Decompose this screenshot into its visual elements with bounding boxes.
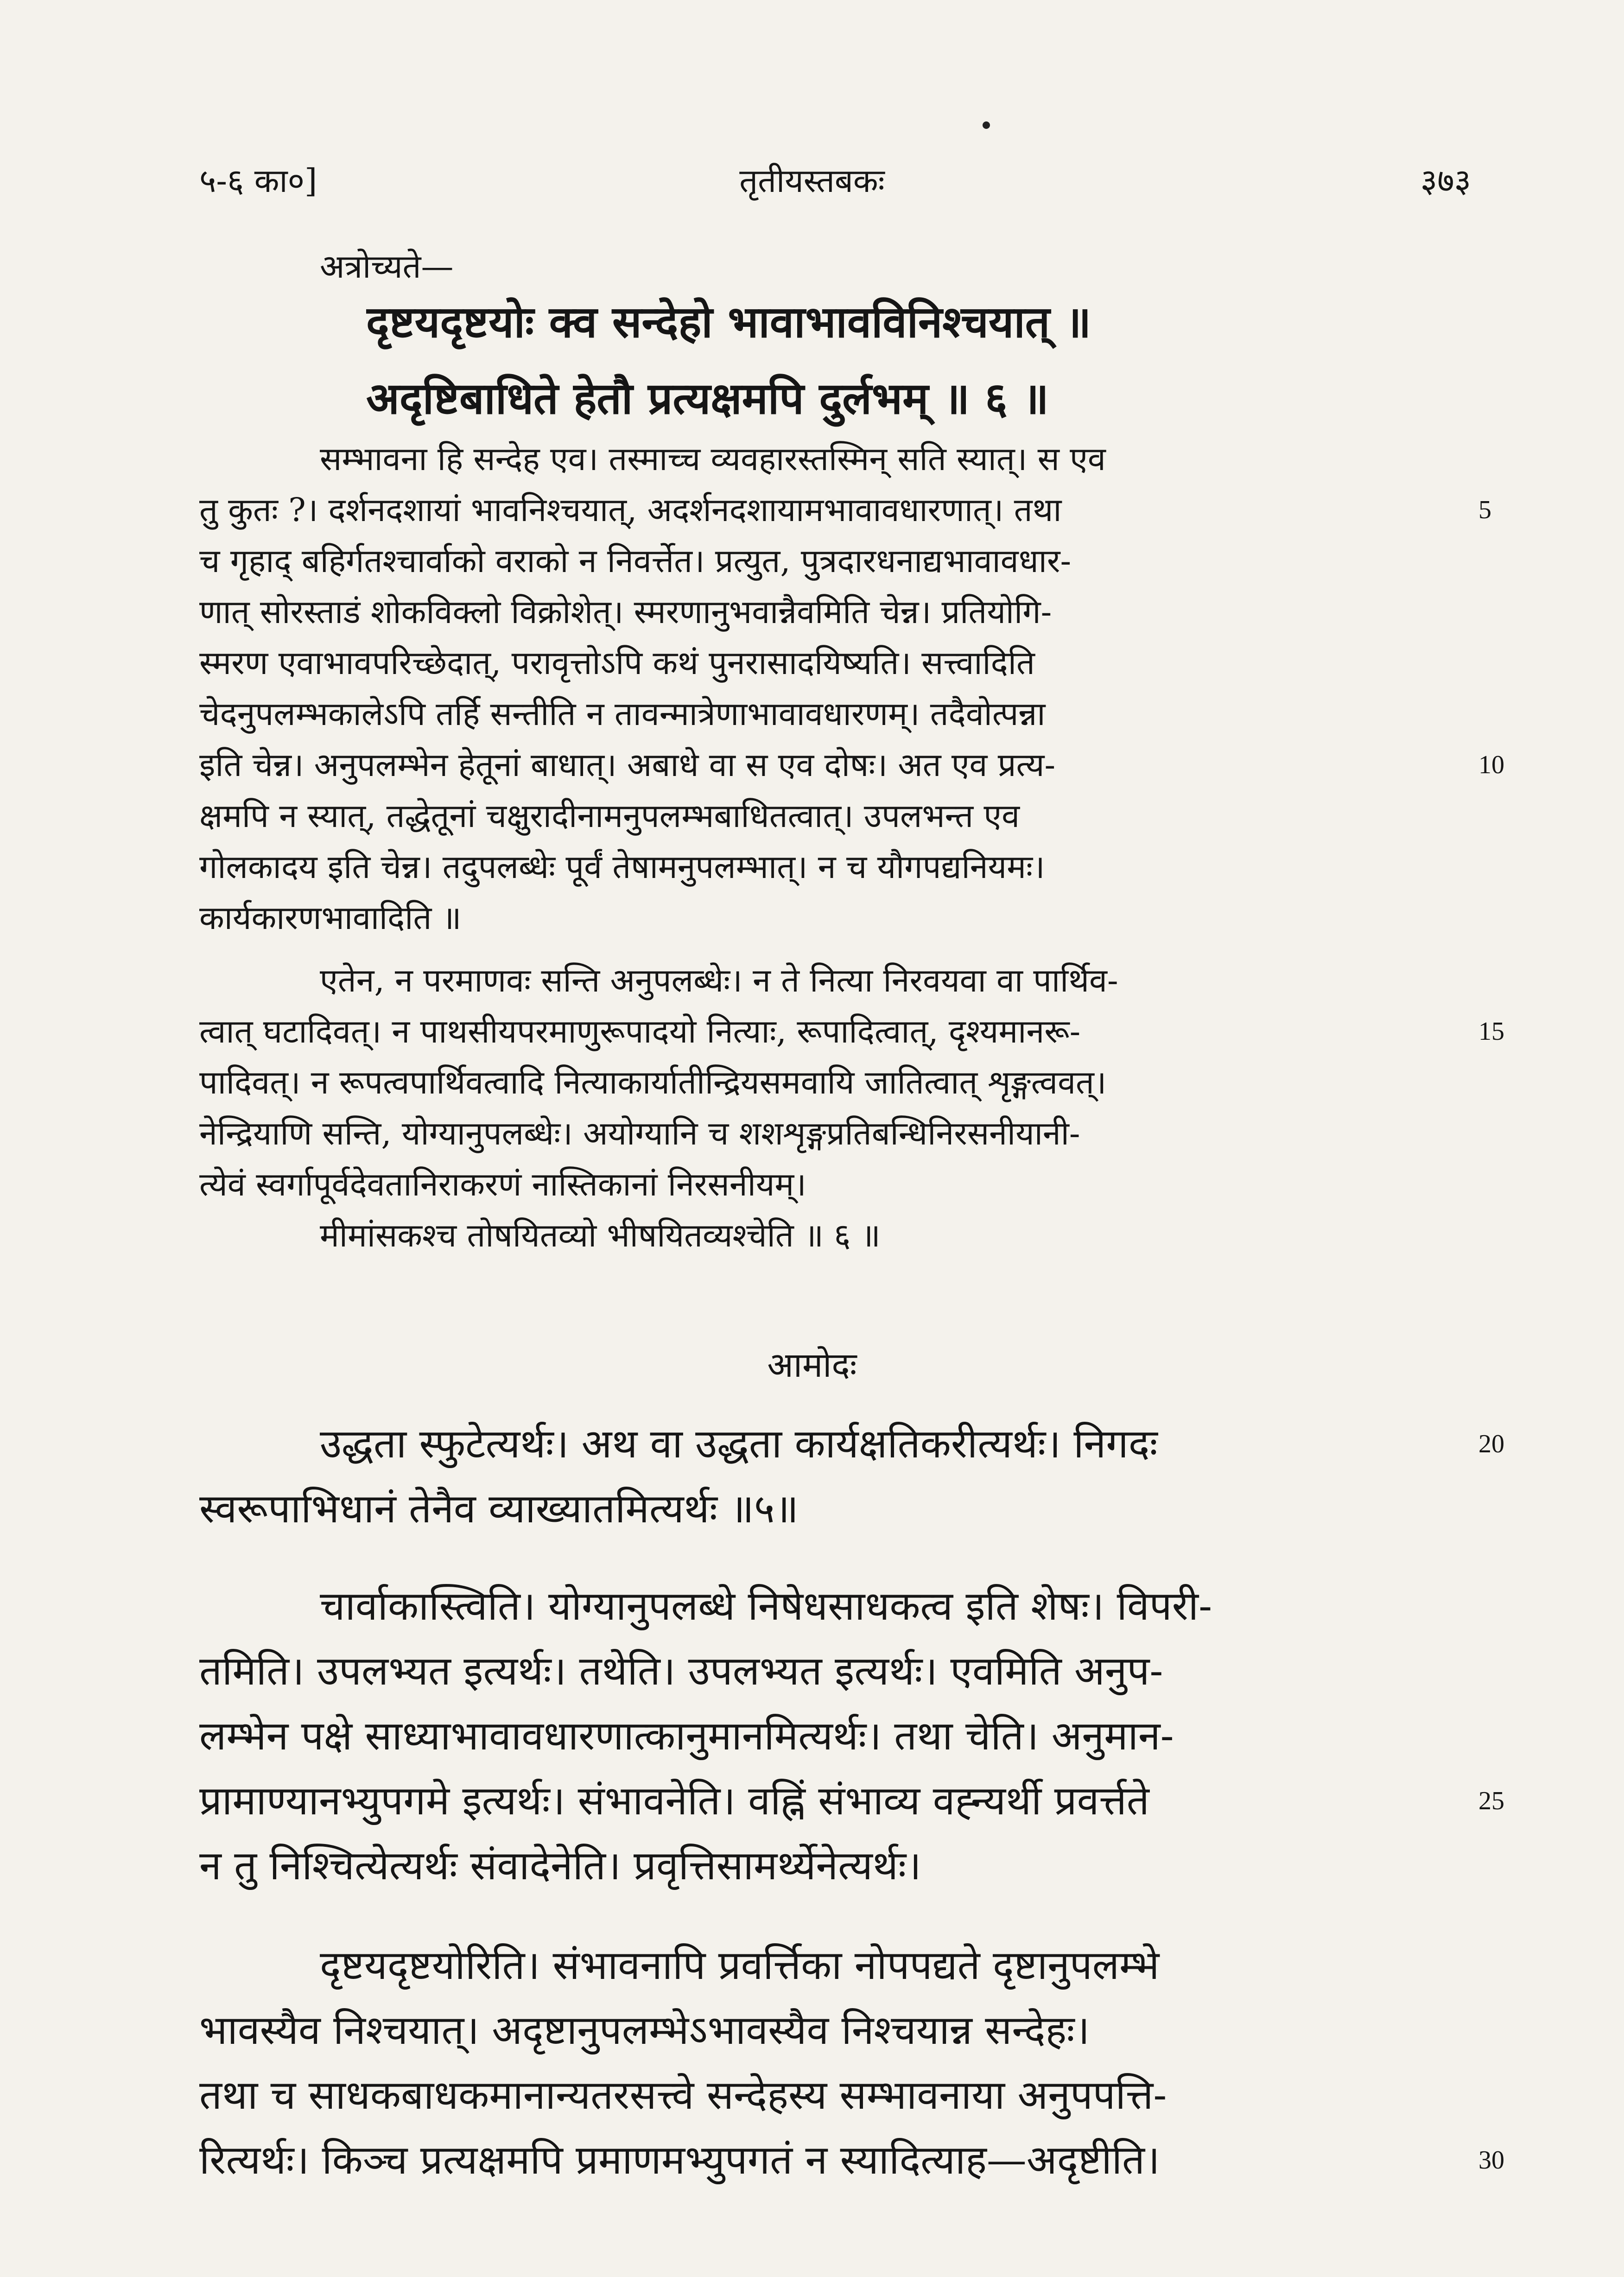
- text-line: चेदनुपलम्भकालेऽपि तर्हि सन्तीति न तावन्मात्रेणाभावावधारणम्। तदैवोत्पन्ना: [199, 695, 1046, 733]
- line-number: 10: [1478, 751, 1504, 779]
- verse-line-2: अदृष्टिबाधिते हेतौ प्रत्यक्षमपि दुर्लभम् ॥ ६ ॥: [366, 373, 1049, 424]
- header-chapter-title: तृतीयस्तबकः: [739, 162, 885, 200]
- verse-intro: अत्रोच्यते—: [320, 248, 454, 286]
- header-section-ref: ५-६ का०]: [199, 162, 317, 200]
- commentary-line: न तु निश्चित्येत्यर्थः संवादेनेति। प्रवृत्तिसामर्थ्येनेत्यर्थः।: [199, 1843, 921, 1889]
- text-line: गोलकादय इति चेन्न। तदुपलब्धेः पूर्वं तेषामनुपलम्भात्। न च यौगपद्यनियमः।: [199, 848, 1045, 886]
- line-number: 5: [1478, 496, 1491, 524]
- verse-line-1: दृष्टयदृष्टयोः क्व सन्देहो भावाभावविनिश्चयात् ॥: [366, 297, 1091, 348]
- text-line: तु कुतः ?। दर्शनदशायां भावनिश्चयात्, अदर्शनदशायामभावावधारणात्। तथा: [199, 491, 1062, 529]
- line-number: 15: [1478, 1017, 1504, 1046]
- commentary-heading: आमोदः: [767, 1345, 857, 1385]
- text-line: एतेन, न परमाणवः सन्ति अनुपलब्धेः। न ते नित्या निरवयवा वा पार्थिव-: [320, 961, 1118, 999]
- commentary-line: स्वरूपाभिधानं तेनैव व्याख्यातमित्यर्थः ॥५॥: [199, 1486, 799, 1532]
- line-number: 30: [1478, 2146, 1504, 2175]
- text-line: च गृहाद् बहिर्गतश्चार्वाको वराको न निवर्त्तेत। प्रत्युत, पुत्रदारधनाद्यभावावधार-: [199, 542, 1072, 580]
- text-line: क्षमपि न स्यात्, तद्धेतूनां चक्षुरादीनामनुपलम्भबाधितत्वात्। उपलभन्त एव: [199, 797, 1020, 835]
- text-line: इति चेन्न। अनुपलम्भेन हेतूनां बाधात्। अबाधे वा स एव दोषः। अत एव प्रत्य-: [199, 746, 1056, 784]
- commentary-line: प्रामाण्यानभ्युपगमे इत्यर्थः। संभावनेति। वह्निं संभाव्य वह्न्यर्थी प्रवर्त्तते: [199, 1778, 1149, 1824]
- commentary-line: उद्धता स्फुटेत्यर्थः। अथ वा उद्धता कार्यक्षतिकरीत्यर्थः। निगदः: [320, 1421, 1158, 1467]
- commentary-line: तथा च साधकबाधकमानान्यतरसत्त्वे सन्देहस्य सम्भावनाया अनुपपत्ति-: [199, 2072, 1167, 2118]
- text-line: त्वात् घटादिवत्। न पाथसीयपरमाणुरूपादयो नित्याः, रूपादित्वात्, दृश्यमानरू-: [199, 1012, 1081, 1050]
- text-line: णात् सोरस्ताडं शोकविक्लो विक्रोशेत्। स्मरणानुभवान्नैवमिति चेन्न। प्रतियोगि-: [199, 593, 1052, 631]
- text-line: कार्यकारणभावादिति ॥: [199, 899, 462, 937]
- text-line: पादिवत्। न रूपत्वपार्थिवत्वादि नित्याकार्यातीन्द्रियसमवायि जातित्वात् शृङ्गत्ववत्।: [199, 1063, 1107, 1101]
- line-number: 25: [1478, 1787, 1504, 1815]
- page-number: ३७३: [1420, 162, 1471, 200]
- text-line: मीमांसकश्च तोषयितव्यो भीषयितव्यश्चेति ॥ ६ ॥: [320, 1216, 881, 1254]
- commentary-line: तमिति। उपलभ्यत इत्यर्थः। तथेति। उपलभ्यत इत्यर्थः। एवमिति अनुप-: [199, 1648, 1163, 1694]
- commentary-line: लम्भेन पक्षे साध्याभावावधारणात्कानुमानमित्यर्थः। तथा चेति। अनुमान-: [199, 1713, 1174, 1759]
- commentary-line: रित्यर्थः। किञ्च प्रत्यक्षमपि प्रमाणमभ्युपगतं न स्यादित्याह—अदृष्टीति।: [199, 2137, 1160, 2183]
- text-line: सम्भावना हि सन्देह एव। तस्माच्च व्यवहारस्तस्मिन् सति स्यात्। स एव: [320, 440, 1106, 478]
- text-line: स्मरण एवाभावपरिच्छेदात्, परावृत्तोऽपि कथं पुनरासादयिष्यति। सत्त्वादिति: [199, 644, 1035, 682]
- commentary-line: चार्वाकास्त्विति। योग्यानुपलब्धे निषेधसाधकत्व इति शेषः। विपरी-: [320, 1583, 1212, 1629]
- text-line: त्येवं स्वर्गापूर्वदेवतानिराकरणं नास्तिकानां निरसनीयम्।: [199, 1165, 806, 1203]
- commentary-line: भावस्यैव निश्चयात्। अदृष्टानुपलम्भेऽभावस्यैव निश्चयान्न सन्देहः।: [199, 2007, 1090, 2054]
- line-number: 20: [1478, 1430, 1504, 1458]
- commentary-line: दृष्टयदृष्टयोरिति। संभावनापि प्रवर्त्तिका नोपपद्यते दृष्टानुपलम्भे: [320, 1942, 1160, 1989]
- text-line: नेन्द्रियाणि सन्ति, योग्यानुपलब्धेः। अयोग्यानि च शशशृङ्गप्रतिबन्धिनिरसनीयानी-: [199, 1114, 1080, 1152]
- ink-speck: [983, 121, 990, 129]
